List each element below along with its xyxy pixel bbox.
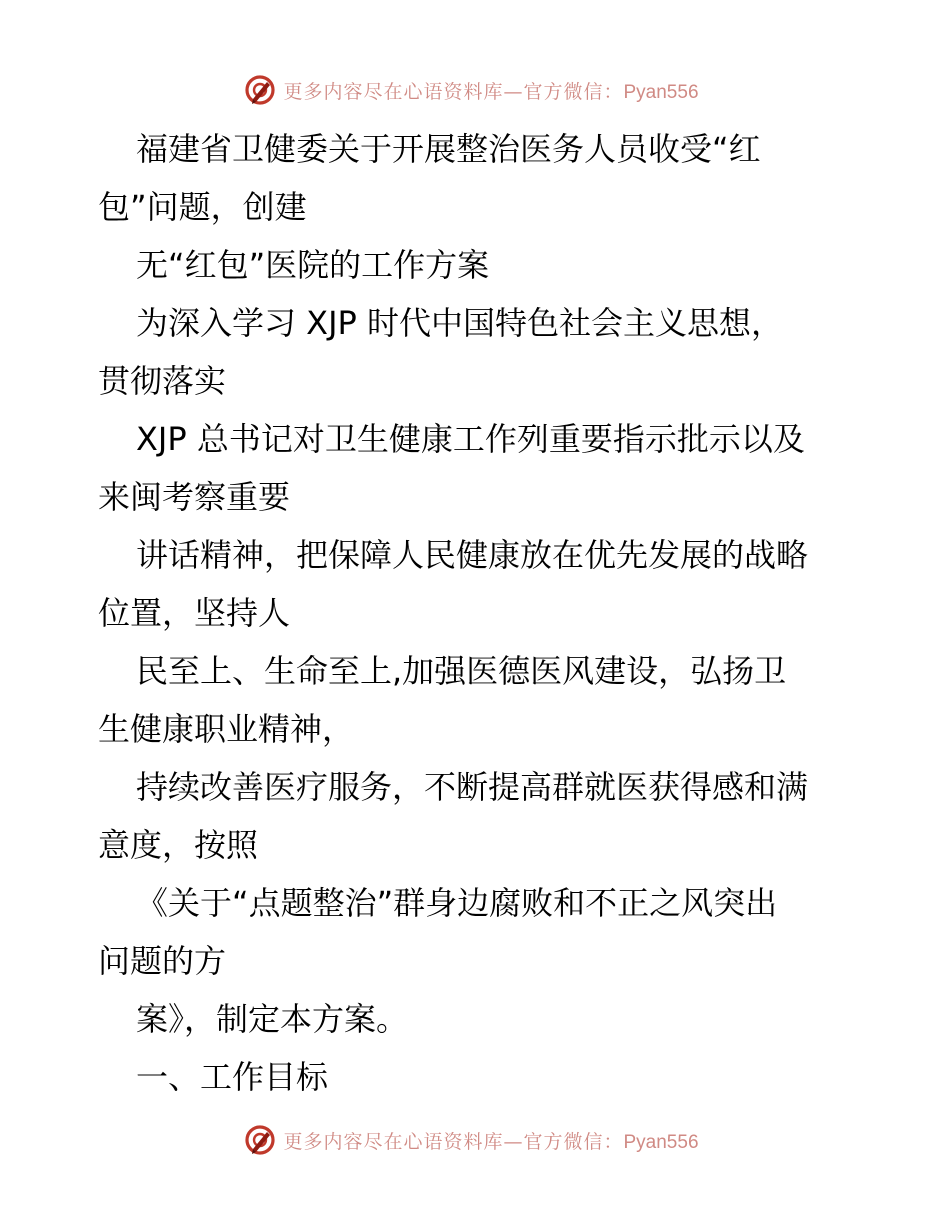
footer-banner [0, 1118, 950, 1162]
banner-wechat-id: Pyan556 [623, 81, 699, 103]
footer-banner-content [243, 1123, 698, 1157]
banner-slogan: 更多内容尽在心语资料库—官方微信： [283, 1130, 624, 1153]
paragraph-line: 福建省卫健委关于开展整治医务人员收受“红 [136, 130, 761, 168]
paragraph-line: 意度，按照 [98, 826, 259, 864]
paragraph-line: 问题的方 [98, 942, 227, 980]
banner-wechat-id: Pyan556 [623, 1131, 699, 1153]
paragraph-line: 案》，制定本方案。 [136, 1000, 409, 1038]
paragraph-line: 无“红包”医院的工作方案 [136, 246, 490, 284]
header-banner-content [243, 73, 698, 107]
paragraph-line: 《关于“点题整治”群身边腐败和不正之风突出 [136, 884, 778, 922]
paragraph-line: 生健康职业精神， [98, 710, 355, 748]
paragraph-line: 为深入学习 XJP 时代中国特色社会主义思想， [136, 304, 784, 342]
footer-banner-text [283, 1127, 698, 1154]
paragraph-line: 包”问题，创建 [98, 188, 307, 226]
pen-swirl-logo-icon [243, 1123, 277, 1157]
header-banner-text [283, 77, 698, 104]
header-banner [0, 68, 950, 112]
paragraph-line: 位置，坚持人 [98, 594, 291, 632]
pen-swirl-logo-icon [243, 73, 277, 107]
paragraph-line: 贯彻落实 [98, 362, 227, 400]
document-body [98, 120, 858, 1106]
paragraph-line: 持续改善医疗服务，不断提高群就医获得感和满 [136, 768, 809, 806]
paragraph-line: 来闽考察重要 [98, 478, 291, 516]
paragraph-line: 一、工作目标 [136, 1058, 329, 1096]
paragraph-line: 民至上、生命至上,加强医德医风建设，弘扬卫 [136, 652, 787, 690]
paragraph-line: XJP 总书记对卫生健康工作列重要指示批示以及 [136, 420, 805, 458]
banner-slogan: 更多内容尽在心语资料库—官方微信： [283, 80, 624, 103]
paragraph-line: 讲话精神，把保障人民健康放在优先发展的战略 [136, 536, 809, 574]
